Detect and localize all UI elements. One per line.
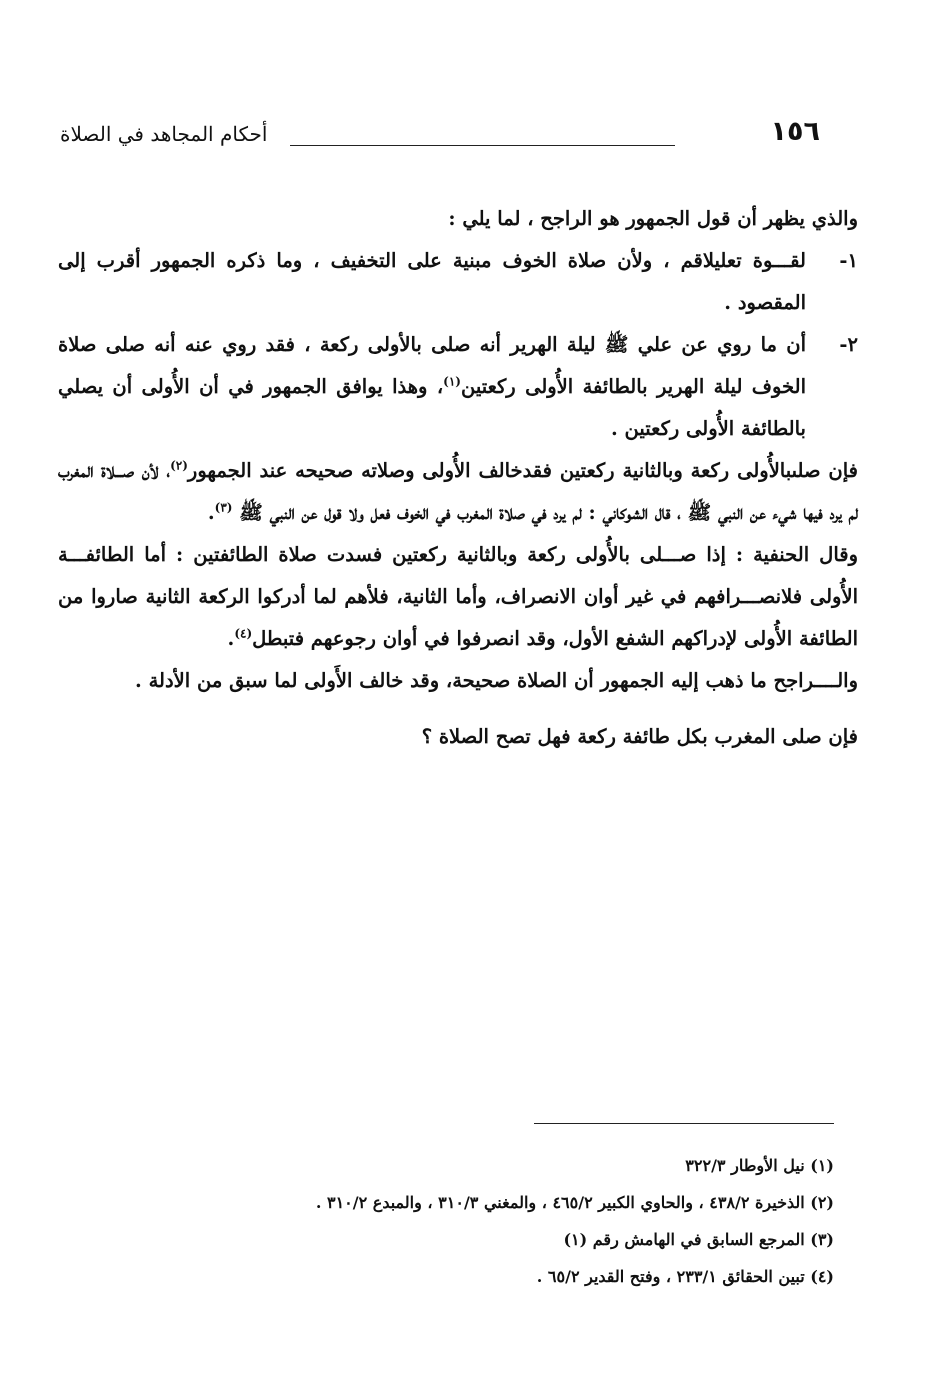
footnote-2: (٢) الذخيرة ٤٣٨/٢ ، والحاوي الكبير ٤٦٥/٢ ، والمغني ٣١٠/٣ ، والمبدع ٣١٠/٢ .	[315, 1193, 834, 1212]
text-run: أن ما روي عن علي ﷺ ليلة الهرير أنه صلى بالأولى ركعة ، فقد روي عنه أنه صلى صلاة الخوف ليلة الهرير بالطائفة الأُولى ركعتين	[58, 333, 806, 398]
list-item-number: ١-	[839, 249, 858, 272]
footnote-ref: (٤)	[234, 626, 253, 641]
text-run: ، لأن صـــلاة المغرب لم يرد فيها شيء عن النبي ﷺ ، قال الشوكاني : لم يرد في صلاة المغرب في الخوف فعل ولا قول عن النبي ﷺ	[58, 459, 858, 524]
list-item-2	[58, 324, 858, 450]
list-item-1	[58, 240, 858, 324]
footnote-ref: (٣)	[214, 500, 233, 515]
book-title: أحكام المجاهد في الصلاة	[60, 122, 268, 146]
list-item-text	[58, 324, 806, 450]
text-run: .	[227, 627, 235, 650]
footnote-4: (٤) تبين الحقائق ٢٣٣/١ ، وفتح القدير ٦٥/٢ .	[536, 1267, 834, 1286]
text-run: فإن صلىبالأُولى ركعة وبالثانية ركعتين فقدخالف الأُولى وصلاته صحيحه عند الجمهور	[187, 459, 858, 482]
main-text	[58, 198, 858, 758]
paragraph	[58, 534, 858, 660]
list-item-text: لقـــوة تعليلاقم ، ولأن صلاة الخوف مبنية على التخفيف ، وما ذكره الجمهور أقرب إلى المقصود .	[58, 249, 806, 314]
footnote-ref: (١)	[443, 374, 461, 389]
paragraph	[58, 450, 858, 534]
text-run: .	[207, 501, 215, 524]
text-run: ، وهذا يوافق الجمهور في أن الأُولى أن يصلي بالطائفة الأُولى ركعتين .	[58, 375, 806, 440]
footnote-1: (١) نيل الأوطار ٣٢٢/٣	[685, 1156, 834, 1175]
page-header	[60, 108, 820, 158]
header-rule	[290, 145, 675, 146]
footnote-3: (٣) المرجع السابق في الهامش رقم (١)	[563, 1230, 834, 1249]
page-number: ١٥٦	[770, 116, 820, 147]
text-run: وقال الحنفية : إذا صـــلى بالأُولى ركعة وبالثانية ركعتين فسدت صلاة الطائفتين : أما الطائفـــة الأُولى فلانصـــرافهم في غير أوان الانصراف، وأما الثانية، فلأهم لما أدركوا الركعة الثانية صاروا من الطائفة الأُولى لإدراكهم الشفع الأول، وقد انصرفوا في أوان رجوعهم فتبطل	[58, 543, 858, 650]
footnotes	[114, 1147, 834, 1295]
paragraph: والــــراجح ما ذهب إليه الجمهور أن الصلاة صحيحة، وقد خالف الأَولى لما سبق من الأدلة .	[135, 669, 858, 692]
footnote-rule	[534, 1123, 834, 1124]
list-item-number: ٢-	[839, 333, 858, 356]
question-paragraph: فإن صلى المغرب بكل طائفة ركعة فهل تصح الصلاة ؟	[421, 725, 858, 748]
footnote-ref: (٢)	[170, 458, 188, 473]
intro-paragraph: والذي يظهر أن قول الجمهور هو الراجح ، لما يلي :	[448, 207, 858, 230]
